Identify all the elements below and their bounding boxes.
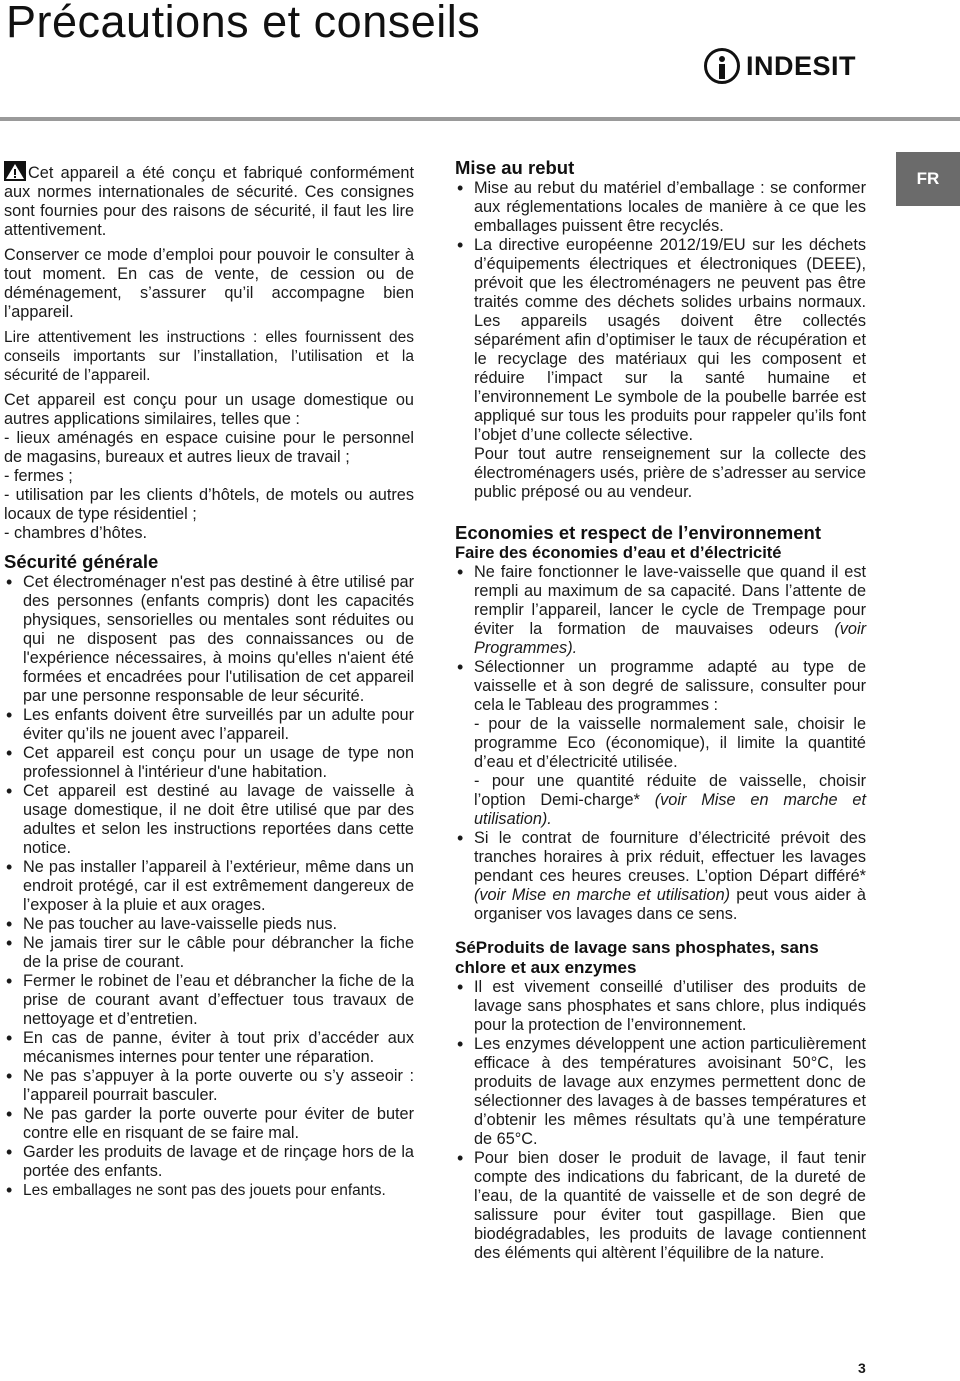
savings-text-2c: - pour une quantité réduite de vaisselle, choisir l’option Demi-charge* (474, 772, 866, 809)
savings-text-3: Si le contrat de fourniture d’électricité prévoit des tranches horaires à prix réduit, effectuer les lavages pendant ces heures creuses. L’option Départ différé* (474, 829, 866, 885)
brand-logo (704, 46, 856, 86)
list-item: • Cet électroménager n'est pas destiné à être utilisé par des personnes (enfants compris) dont les capacités physiques, sensorielles ou mentales sont réduites ou qui ne disposent pas des connaissances ou de l'expérience nécessaires, à moins qu'elles n'aient été formées et encadrées pour l'utilisation de cet appareil par une personne responsable de leur sécurité. (4, 573, 414, 706)
brand-name: INDESIT (746, 50, 857, 81)
safety-list (4, 573, 414, 1200)
savings-text-2: Sélectionner un programme adapté au type de vaisselle et à son degré de salissure, consulter pour cela le Tableau des programmes : (474, 658, 866, 714)
savings-text-2b: - pour de la vaisselle normalement sale, choisir le programme Eco (économique), il limite la quantité d’eau et d’électricité utilisée. (474, 715, 866, 771)
list-item: • Les enfants doivent être surveillés par un adulte pour éviter qu’ils ne jouent avec l’appareil. (4, 706, 414, 744)
intro-paragraph-3: Lire attentivement les instructions : elles fournissent des conseils importants sur l’installation, l’utilisation et la sécurité de l’appareil. (4, 329, 414, 384)
list-item: • Il est vivement conseillé d’utiliser des produits de lavage sans phosphates et sans chlore, plus indiqués pour la protection de l’environnement. (455, 978, 866, 1035)
list-item: - chambres d’hôtes. (4, 524, 147, 542)
intro-paragraph-1: Cet appareil a été conçu et fabriqué conformément aux normes internationales de sécurité. Ces consignes sont fournies pour des raisons de sécurité, il faut les lire attentivement. (4, 164, 414, 239)
list-item: • Ne pas garder la porte ouverte pour éviter de buter contre elle en risquant de se faire mal. (4, 1105, 414, 1143)
section-title-environment: Economies et respect de l’environnement (455, 522, 821, 543)
products-list (455, 978, 866, 1263)
intro-paragraph-4: Cet appareil est conçu pour un usage domestique ou autres applications similaires, telles que : (4, 391, 414, 428)
page-number: 3 (858, 1360, 866, 1376)
section-title-disposal: Mise au rebut (455, 157, 575, 178)
header-divider (0, 117, 960, 121)
list-item: - lieux aménagés en espace cuisine pour le personnel de magasins, bureaux et autres lieux de travail ; (4, 429, 414, 466)
list-item: • Fermer le robinet de l’eau et débrancher la fiche de la prise de courant avant d’effectuer tous travaux de nettoyage et d’entretien. (4, 972, 414, 1029)
intro-paragraph-2: Conserver ce mode d’emploi pour pouvoir le consulter à tout moment. En cas de vente, de cession ou de déménagement, s’assurer qu’il accompagne bien l’appareil. (4, 246, 414, 321)
section-title-safety: Sécurité générale (4, 551, 159, 572)
list-item: • Ne pas s’appuyer à la porte ouverte ou s’y asseoir : l’appareil pourrait basculer. (4, 1067, 414, 1105)
list-item: • Pour bien doser le produit de lavage, il faut tenir compte des indications du fabricant, de la dureté de l’eau, de la quantité de vaisselle et de son degré de salissure pour éviter tout gaspillage. Bien que biodégradables, les produits de lavage contiennent des éléments qui altèrent l’équilibre de la nature. (455, 1149, 866, 1263)
savings-text-3-end: peut vous aider à organiser vos lavages dans ce sens. (474, 886, 866, 923)
usage-reference: (voir Mise en marche et utilisation) (474, 886, 731, 904)
page-title: Précautions et conseils (6, 0, 481, 47)
uses-list (4, 429, 414, 543)
list-item (455, 829, 866, 924)
list-item (455, 563, 866, 658)
list-item: • Mise au rebut du matériel d’emballage : se conformer aux réglementations locales de manière à ce que les emballages puissent être recyclés. (455, 179, 866, 236)
list-item: • Ne pas toucher au lave-vaisselle pieds nus. (4, 915, 414, 934)
list-item: • Garder les produits de lavage et de rinçage hors de la portée des enfants. (4, 1143, 414, 1181)
left-column (4, 161, 414, 1206)
list-item: • La directive européenne 2012/19/EU sur les déchets d’équipements électriques et électroniques (DEEE), prévoit que les électroménagers ne peuvent pas être traités comme des déchets solides urbains normaux. Les appareils usagés doivent être collectés séparément afin d’optimiser le taux de récupération et le recyclage des matériaux qui les composent et réduire l’impact sur la santé humaine et l’environnement Le symbole de la poubelle barrée est appliqué sur tous les produits pour rappeler qu’ils font l’objet d’une collecte sélective. (455, 236, 866, 445)
subsection-title-savings: Faire des économies d’eau et d’électricité (455, 544, 782, 562)
list-item: • Les emballages ne sont pas des jouets pour enfants. (4, 1181, 414, 1200)
programmes-reference: (voir Programmes). (474, 620, 866, 657)
savings-list (455, 563, 866, 924)
list-item: • Cet appareil est destiné au lavage de vaisselle à usage domestique, il ne doit être utilisé que par des adultes et selon les instructions reportées dans cette notice. (4, 782, 414, 858)
list-item: - utilisation par les clients d’hôtels, de motels ou autres locaux de type résidentiel ; (4, 486, 414, 523)
language-tab: FR (896, 152, 960, 206)
usage-reference: (voir Mise en marche et utilisation). (474, 791, 866, 828)
right-column (455, 157, 866, 1269)
list-item: • Les enzymes développent une action particulièrement efficace à des températures avoisinant 50°C, les produits de lavage aux enzymes permettent donc de sélectionner des lavages à de basses températures et d’obtenir les mêmes résultats qu’à une température de 65°C. (455, 1035, 866, 1149)
disposal-note: Pour tout autre renseignement sur la collecte des électroménagers usés, prière de s’adresser au service public préposé ou au vendeur. (474, 445, 866, 501)
savings-text-1: Ne faire fonctionner le lave-vaisselle que quand il est rempli au maximum de sa capacité. Dans l’attente de remplir l’appareil, lancer le cycle de Trempage pour éviter la formation de mauvaises odeurs (474, 563, 866, 638)
disposal-list (455, 179, 866, 445)
list-item: • Ne pas installer l’appareil à l’extérieur, même dans un endroit protégé, car il est extrêmement dangereux de l’exposer à la pluie et aux orages. (4, 858, 414, 915)
indesit-logo-icon (704, 48, 740, 84)
subsection-title-products: SéProduits de lavage sans phosphates, sans chlore et aux enzymes (455, 938, 819, 977)
list-item: - fermes ; (4, 467, 73, 485)
list-item: • En cas de panne, éviter à tout prix d’accéder aux mécanismes internes pour tenter une réparation. (4, 1029, 414, 1067)
warning-icon (4, 161, 26, 181)
list-item: • Ne jamais tirer sur le câble pour débrancher la fiche de la prise de courant. (4, 934, 414, 972)
intro-warning (4, 161, 414, 240)
list-item (455, 658, 866, 829)
list-item: • Cet appareil est conçu pour un usage de type non professionnel à l'intérieur d'une habitation. (4, 744, 414, 782)
